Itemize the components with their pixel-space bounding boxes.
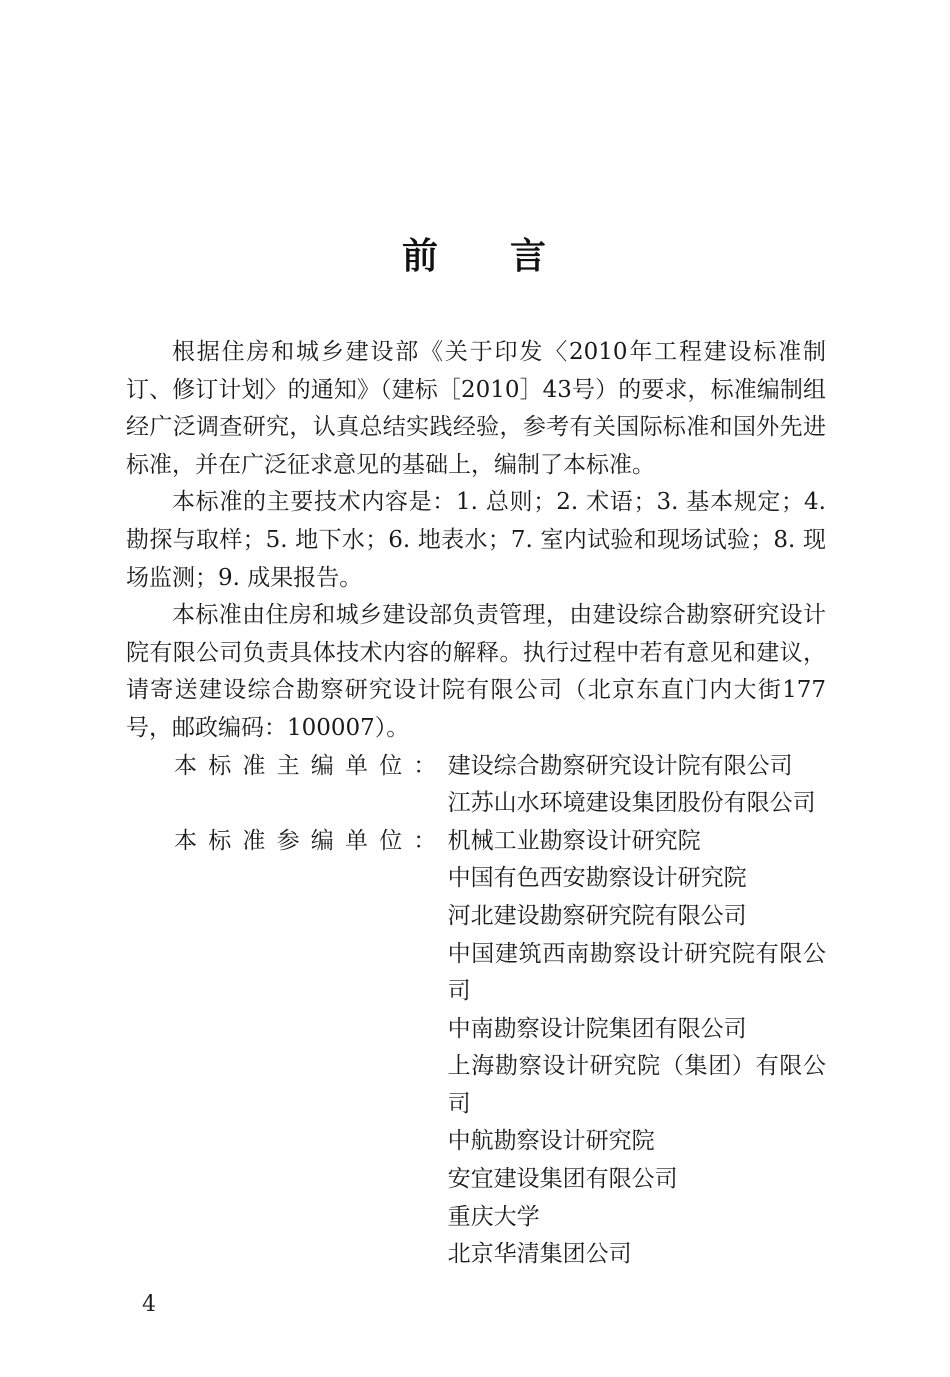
participating-unit-item: 安宜建设集团有限公司 (447, 1166, 678, 1193)
participating-unit-item: 中南勘察设计院集团有限公司 (447, 1015, 747, 1042)
chief-units-group (126, 748, 826, 823)
participating-unit-item: 中国有色西安勘察设计研究院 (447, 865, 747, 892)
page-title-char-1: 前 (401, 236, 440, 277)
preface-paragraph-2: 本标准的主要技术内容是：1. 总则；2. 术语；3. 基本规定；4. 勘探与取样；5. 地下水；6. 地表水；7. 室内试验和现场试验；8. 现场监测；9. 成果报告。 (126, 489, 826, 591)
participating-units-label: 本标准参编单位： (174, 827, 448, 854)
participating-units-list (448, 823, 826, 1274)
participating-unit-item: 北京华清集团公司 (447, 1241, 632, 1268)
page-title-char-2: 言 (510, 236, 549, 277)
participating-units-group (126, 823, 826, 1274)
page-number: 4 (142, 1292, 156, 1317)
preface-paragraph-1: 根据住房和城乡建设部《关于印发〈2010年工程建设标准制订、修订计划〉的通知》（建标［2010］43号）的要求，标准编制组经广泛调查研究，认真总结实践经验，参考有关国际标准和国外先进标准，并在广泛征求意见的基础上，编制了本标准。 (126, 339, 826, 478)
units-section (126, 748, 826, 1274)
chief-unit-item: 建设综合勘察研究设计院有限公司 (447, 752, 793, 779)
participating-unit-item: 重庆大学 (447, 1203, 540, 1230)
chief-unit-item: 江苏山水环境建设集团股份有限公司 (447, 790, 816, 817)
participating-unit-item: 机械工业勘察设计研究院 (447, 827, 701, 854)
participating-unit-item: 上海勘察设计研究院（集团）有限公司 (447, 1053, 826, 1117)
participating-unit-item: 中国建筑西南勘察设计研究院有限公司 (447, 940, 826, 1005)
participating-unit-item: 河北建设勘察研究院有限公司 (447, 902, 747, 929)
preface-body (126, 334, 826, 1274)
chief-units-list (448, 748, 826, 823)
preface-paragraph-3: 本标准由住房和城乡建设部负责管理，由建设综合勘察研究设计院有限公司负责具体技术内容的解释。执行过程中若有意见和建议，请寄送建设综合勘察研究设计院有限公司（北京东直门内大街177号，邮政编码：100007）。 (126, 602, 826, 741)
page-title (0, 232, 950, 282)
chief-units-label: 本标准主编单位： (174, 752, 448, 779)
participating-unit-item: 中航勘察设计研究院 (447, 1128, 655, 1155)
